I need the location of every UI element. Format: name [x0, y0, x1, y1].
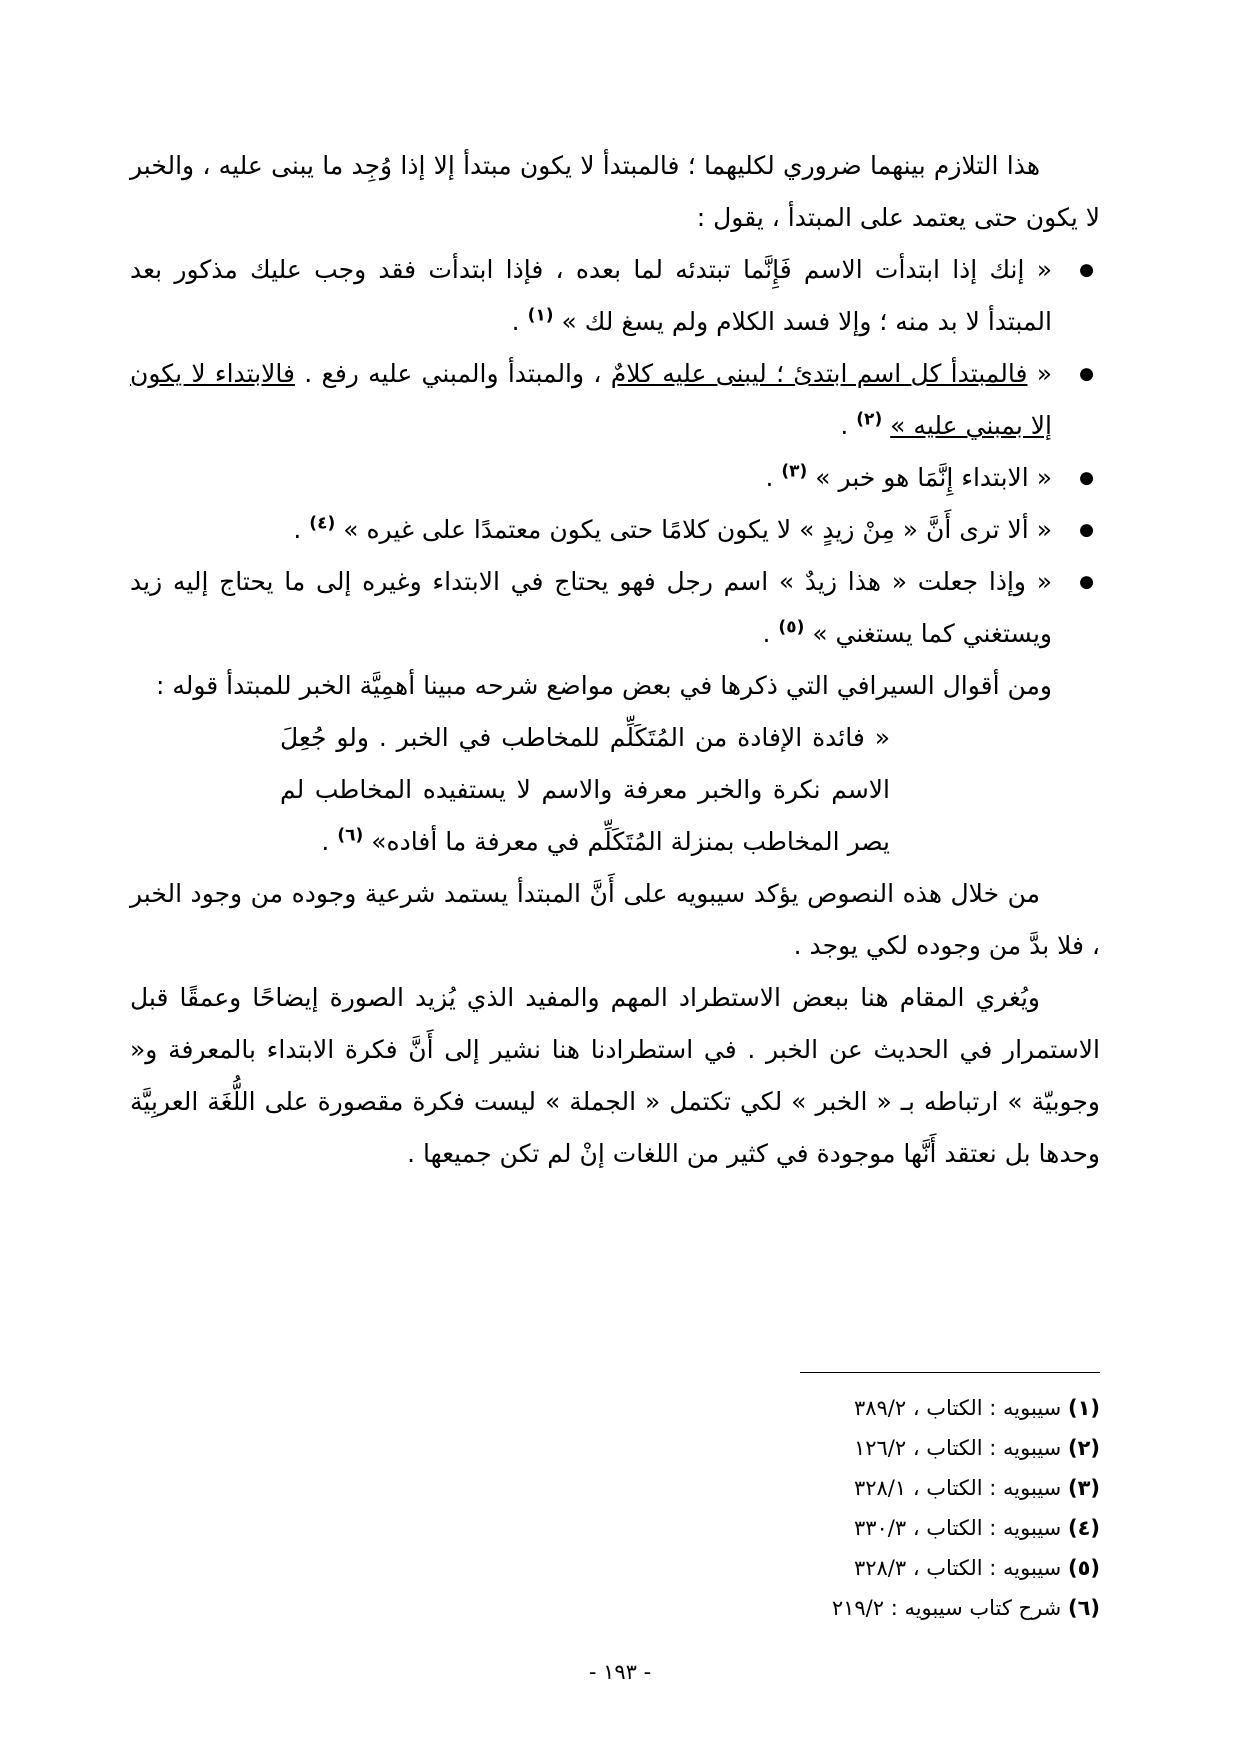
underlined-phrase: فالابتداء لا يكون إلا بمبني عليه » — [130, 359, 1052, 440]
intro-paragraph: هذا التلازم بينهما ضروري لكليهما ؛ فالمبتدأ لا يكون مبتدأ إلا إذا وُجِد ما يبنى عليه ، والخبر لا يكون حتى يعتمد على المبتدأ ، يقول : — [130, 151, 1100, 232]
footnote-ref[interactable]: (٣) — [781, 461, 808, 482]
footnote-text: شرح كتاب سيبويه : ٢١٩/٢ — [831, 1596, 1068, 1620]
paragraph: ويُغري المقام هنا ببعض الاستطراد المهم والمفيد الذي يُزيد الصورة إيضاحًا وعمقًا قبل الاستمرار في الحديث عن الخبر . في استطرادنا هنا نشير إلى أَنَّ فكرة الابتداء بالمعرفة و« وجوبيّة » ارتباطه بـ « الخبر » لكي تكتمل « الجملة » ليست فكرة مقصورة على اللُّغَة العربِيَّة وحدها بل نعتقد أَنَّها موجودة في كثير من اللغات إنْ لم تكن جميعها . — [130, 983, 1100, 1168]
paragraph: من خلال هذه النصوص يؤكد سيبويه على أَنَّ المبتدأ يستمد شرعية وجوده من وجود الخبر ، فلا بدَّ من وجوده لكي يوجد . — [130, 879, 1100, 960]
quote-text: « وإذا جعلت « هذا زيدٌ » اسم رجل فهو يحتاج في الابتداء وغيره إلى ما يحتاج إليه زيد ويستغني كما يستغني » — [130, 567, 1052, 648]
footnote — [500, 1428, 1100, 1468]
footnote-ref[interactable]: (٥) — [778, 617, 805, 638]
footnote — [500, 1388, 1100, 1428]
quote-text: « ألا ترى أَنَّ « مِنْ زيدٍ » لا يكون كلامًا حتى يكون معتمدًا على غيره » — [343, 515, 1052, 544]
footnote-ref[interactable]: (٢) — [856, 409, 883, 430]
list-item — [130, 244, 1100, 348]
underlined-phrase: فالمبتدأ كل اسم ابتدئ ؛ ليبنى عليه كلامٌ — [610, 359, 1028, 388]
quotes-list — [130, 244, 1100, 660]
quote-text: « الابتداء إِنَّمَا هو خبر » — [815, 463, 1052, 492]
quote-text: ، والمبتدأ والمبني عليه رفع . — [295, 359, 611, 388]
footnote-text: سيبويه : الكتاب ، ٣٨٩/٢ — [853, 1396, 1068, 1420]
list-item — [130, 556, 1100, 660]
sirafi-intro: ومن أقوال السيرافي التي ذكرها في بعض مواضع شرحه مبينا أهمِيَّة الخبر للمبتدأ قوله : — [155, 671, 1052, 700]
footnote — [500, 1588, 1100, 1628]
quote-text: « إنك إذا ابتدأت الاسم فَإِنَّما تبتدئه لما بعده ، فإذا ابتدأت فقد وجب عليك مذكور بعد المبتدأ لا بد منه ؛ وإلا فسد الكلام ولم يسغ لك » — [130, 255, 1052, 336]
list-item — [130, 504, 1100, 556]
footnote-ref[interactable]: (٤) — [309, 513, 336, 534]
footnote-ref[interactable]: (١) — [527, 305, 554, 326]
quote-end: . — [293, 515, 302, 544]
list-item — [130, 348, 1100, 452]
footnote-number: (٤) — [1067, 1516, 1100, 1540]
footnote-number: (٦) — [1067, 1596, 1100, 1620]
footnote-text: سيبويه : الكتاب ، ٣٣٠/٣ — [853, 1516, 1068, 1540]
footnote-number: (٥) — [1067, 1556, 1100, 1580]
footnote-text: سيبويه : الكتاب ، ٣٢٨/١ — [853, 1476, 1068, 1500]
footnote-ref[interactable]: (٦) — [337, 825, 364, 846]
footnote-number: (٣) — [1067, 1476, 1100, 1500]
quote-end: . — [511, 307, 520, 336]
footnotes — [500, 1388, 1100, 1628]
footnote — [500, 1508, 1100, 1548]
sirafi-quote — [130, 712, 1100, 868]
footnote-number: (١) — [1067, 1396, 1100, 1420]
body-text — [130, 140, 1100, 1180]
quote-text: « فائدة الإفادة من المُتَكَلِّم للمخاطب في الخبر . ولو جُعِلَ الاسم نكرة والخبر معرفة والاسم لا يستفيده المخاطب لم يصر المخاطب بمنزلة المُتَكَلِّم في معرفة ما أفاده» — [280, 723, 890, 856]
footnote-number: (٢) — [1067, 1436, 1100, 1460]
quote-end: . — [321, 827, 330, 856]
quote-end: . — [765, 463, 774, 492]
quote-end: . — [762, 619, 771, 648]
footnote-separator — [800, 1372, 1100, 1373]
footnote — [500, 1548, 1100, 1588]
list-item — [130, 452, 1100, 504]
quote-open: « — [1027, 359, 1053, 388]
quote-end: . — [840, 411, 849, 440]
footnote — [500, 1468, 1100, 1508]
footnote-text: سيبويه : الكتاب ، ٣٢٨/٣ — [853, 1556, 1068, 1580]
page-number: - ١٩٣ - — [588, 1660, 652, 1684]
footnote-text: سيبويه : الكتاب ، ١٢٦/٢ — [853, 1436, 1068, 1460]
